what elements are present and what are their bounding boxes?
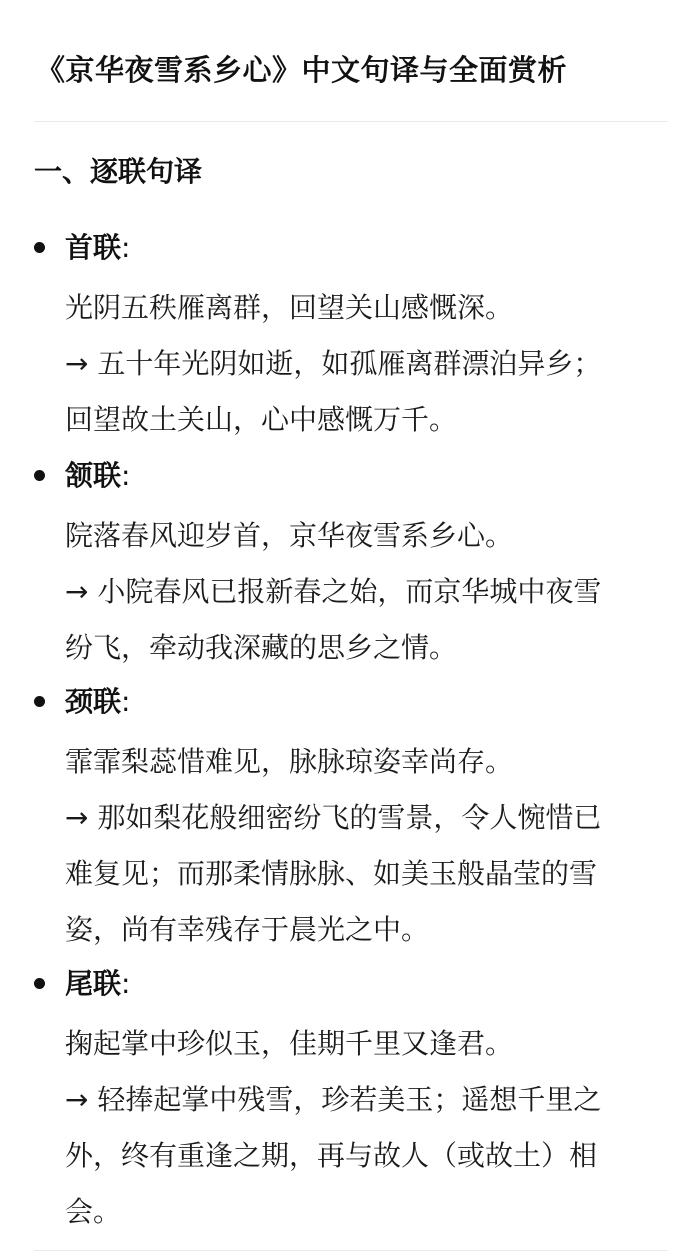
couplet-translation-line: 外，终有重逢之期，再与故人（或故土）相 (65, 1139, 598, 1172)
couplet-label-text: 颔联 (65, 459, 122, 492)
couplet-label-colon: : (121, 685, 131, 718)
couplet-label (65, 678, 130, 726)
couplet-label-colon: : (121, 459, 131, 492)
article-title: 《京华夜雪系乡心》中文句译与全面赏析 (36, 53, 568, 87)
couplet-body (65, 1016, 665, 1240)
bullet-icon (34, 470, 45, 481)
couplet-body (65, 508, 665, 676)
couplet-label-colon: : (121, 231, 131, 264)
bullet-icon (34, 242, 45, 253)
couplet-translation-line: 姿，尚有幸残存于晨光之中。 (65, 913, 430, 946)
couplet-translation-line: 回望故土关山，心中感慨万千。 (65, 403, 458, 436)
bullet-icon (34, 978, 45, 989)
couplet-body (65, 280, 665, 448)
couplet-body (65, 734, 665, 958)
couplet-translation-line: 纷飞，牵动我深藏的思乡之情。 (65, 631, 458, 664)
couplet-original-line: 霏霏梨蕊惜难见，脉脉琼姿幸尚存。 (65, 745, 514, 778)
couplet-original-line: 院落春风迎岁首，京华夜雪系乡心。 (65, 519, 514, 552)
couplet-original-line: 掬起掌中珍似玉，佳期千里又逢君。 (65, 1027, 514, 1060)
couplet-translation-line: → 轻捧起掌中残雪，珍若美玉；遥想千里之 (65, 1083, 602, 1116)
couplet-translation-line: → 小院春风已报新春之始，而京华城中夜雪 (65, 575, 602, 608)
section-heading: 一、逐联句译 (34, 155, 203, 188)
couplet-label-text: 尾联 (65, 967, 122, 1000)
bottom-divider (34, 1250, 668, 1251)
title-divider (34, 121, 668, 122)
couplet-label-text: 颈联 (65, 685, 122, 718)
couplet-label-text: 首联 (65, 231, 122, 264)
couplet-label (65, 224, 130, 272)
couplet-translation-line: 难复见；而那柔情脉脉、如美玉般晶莹的雪 (65, 857, 598, 890)
couplet-translation-line: → 那如梨花般细密纷飞的雪景，令人惋惜已 (65, 801, 602, 834)
couplet-label-colon: : (121, 967, 131, 1000)
couplet-translation-line: → 五十年光阴如逝，如孤雁离群漂泊异乡； (65, 347, 602, 380)
couplet-original-line: 光阴五秩雁离群，回望关山感慨深。 (65, 291, 514, 324)
couplet-label (65, 452, 130, 500)
couplet-label (65, 960, 130, 1008)
bullet-icon (34, 696, 45, 707)
couplet-translation-line: 会。 (65, 1195, 122, 1228)
